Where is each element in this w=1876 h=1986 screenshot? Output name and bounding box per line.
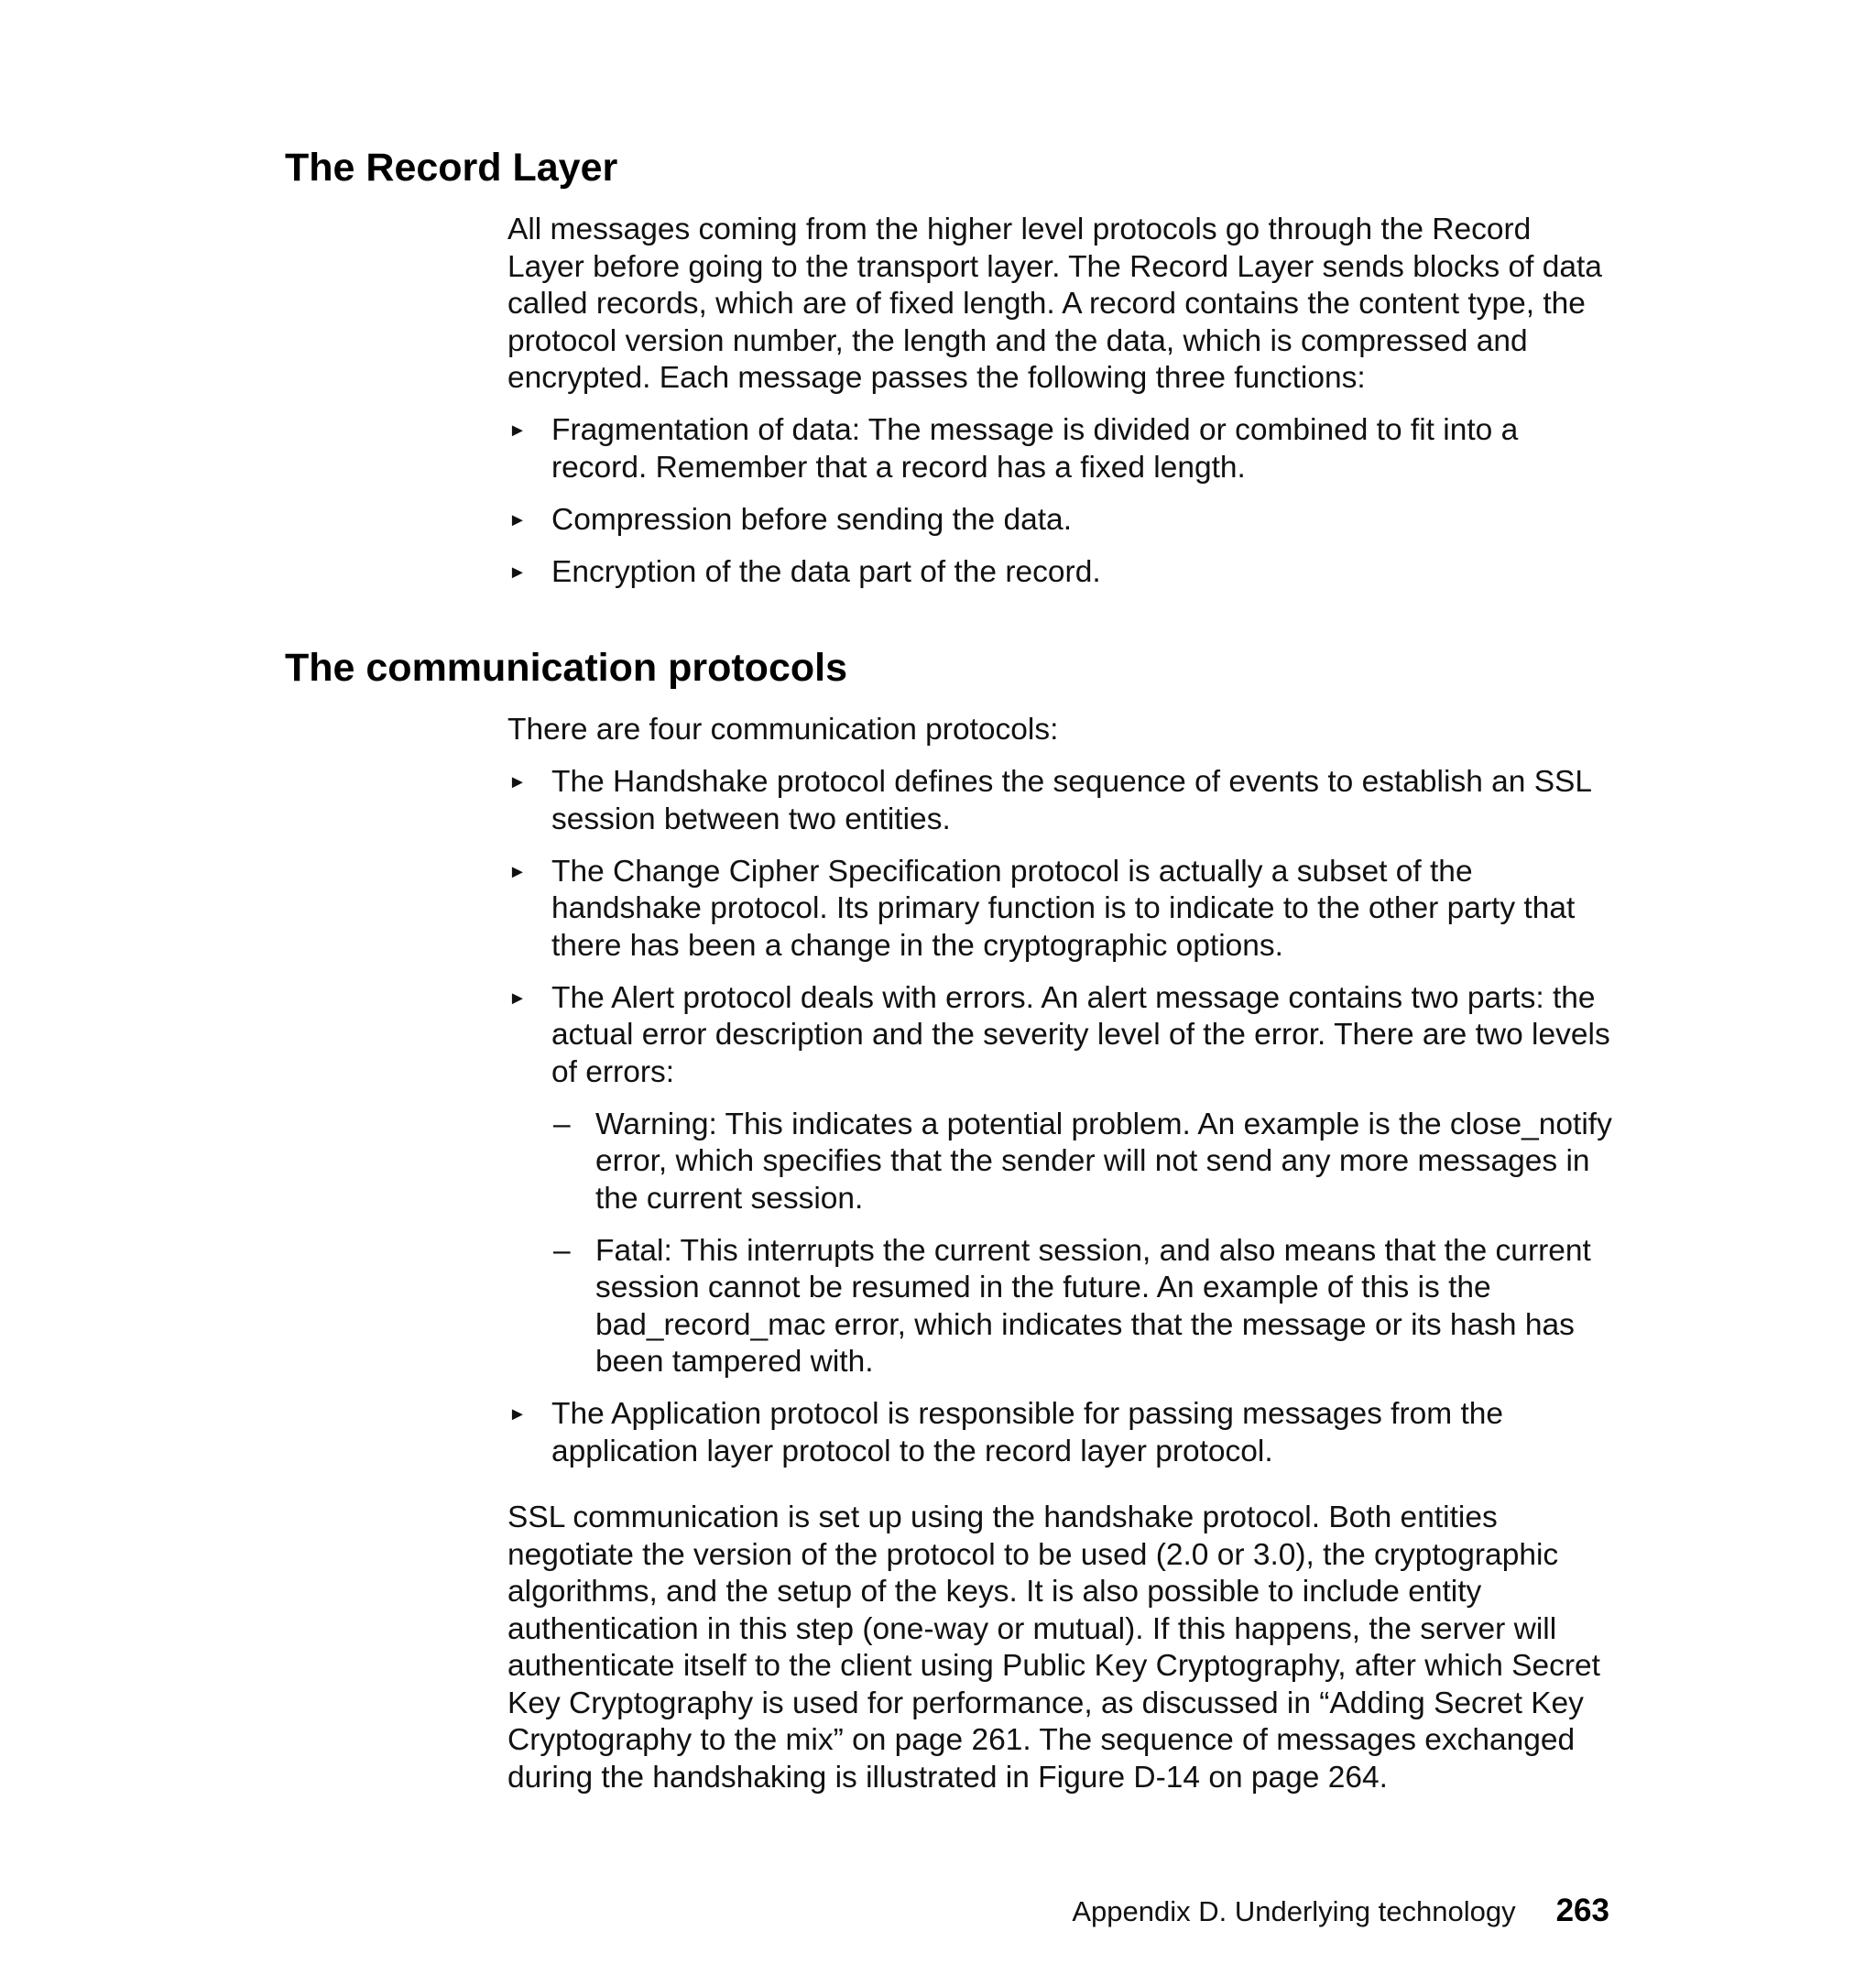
- communication-protocols-list: [507, 764, 1616, 1470]
- triangle-bullet-icon: ►: [508, 562, 527, 583]
- list-item: [551, 1107, 1616, 1218]
- list-item-text: Fatal: This interrupts the current session, and also means that the current session cannot be resumed in the future. An example of this is the bad_record_mac error, which indicates that the message or its hash has been tampered with.: [595, 1233, 1591, 1379]
- list-item-text: Compression before sending the data.: [551, 502, 1072, 537]
- communication-protocols-intro: There are four communication protocols:: [507, 713, 1059, 747]
- list-item-text: The Handshake protocol defines the sequence of events to establish an SSL session between two entities.: [551, 765, 1591, 836]
- dash-bullet-icon: –: [553, 1233, 571, 1268]
- ssl-handshake-paragraph: SSL communication is set up using the handshake protocol. Both entities negotiate the version of the protocol to be used (2.0 or 3.0), the cryptographic algorithms, and the setup of the keys. It is also possible to include entity authentication in this step (one-way or mutual). If this happens, the server will authenticate itself to the client using Public Key Cryptography, after which Secret Key Cryptography is used for performance, as discussed in “Adding Secret Key Cryptography to the mix” on page 261. The sequence of messages exchanged during the handshaking is illustrated in Figure D-14 on page 264.: [507, 1500, 1600, 1795]
- list-item: [507, 764, 1616, 838]
- section-heading-communication-protocols: The communication protocols: [285, 646, 847, 690]
- list-item: [507, 1396, 1616, 1470]
- triangle-bullet-icon: ►: [508, 420, 527, 441]
- list-item: [507, 980, 1616, 1381]
- triangle-bullet-icon: ►: [508, 772, 527, 792]
- list-item: [507, 854, 1616, 966]
- record-layer-body: [507, 212, 1616, 591]
- list-item-text: Encryption of the data part of the record.: [551, 554, 1101, 589]
- list-item-text: Warning: This indicates a potential problem. An example is the close_notify error, which specifies that the sender will not send any more messages in the current session.: [595, 1107, 1612, 1216]
- list-item-text: Fragmentation of data: The message is divided or combined to fit into a record. Remember that a record has a fixed length.: [551, 413, 1519, 485]
- list-item-text: The Application protocol is responsible for passing messages from the application layer protocol to the record layer protocol.: [551, 1397, 1504, 1468]
- footer-section-title: Appendix D. Underlying technology: [1072, 1895, 1516, 1927]
- dash-bullet-icon: –: [553, 1107, 571, 1141]
- list-item: [507, 502, 1616, 540]
- communication-protocols-body: [507, 712, 1616, 1796]
- list-item-text: The Change Cipher Specification protocol is actually a subset of the handshake protocol. Its primary function is to indicate to the other party that there has been a change in the cryptographic options.: [551, 854, 1576, 963]
- page-number: 263: [1555, 1893, 1609, 1928]
- list-item: [507, 554, 1616, 592]
- triangle-bullet-icon: ►: [508, 1404, 527, 1424]
- list-item: [507, 412, 1616, 486]
- triangle-bullet-icon: ►: [508, 988, 527, 1009]
- section-heading-record-layer: The Record Layer: [285, 146, 618, 190]
- alert-levels-list: [551, 1107, 1616, 1381]
- list-item-text: The Alert protocol deals with errors. An alert message contains two parts: the actual error description and the severity level of the error. There are two levels of errors:: [551, 980, 1610, 1089]
- triangle-bullet-icon: ►: [508, 861, 527, 882]
- triangle-bullet-icon: ►: [508, 509, 527, 530]
- page-footer: [1072, 1893, 1609, 1930]
- record-layer-intro: All messages coming from the higher level protocols go through the Record Layer before going to the transport layer. The Record Layer sends blocks of data called records, which are of fixed length. A record contains the content type, the protocol version number, the length and the data, which is compressed and encrypted. Each message passes the following three functions:: [507, 213, 1602, 395]
- record-layer-function-list: [507, 412, 1616, 591]
- list-item: [551, 1233, 1616, 1381]
